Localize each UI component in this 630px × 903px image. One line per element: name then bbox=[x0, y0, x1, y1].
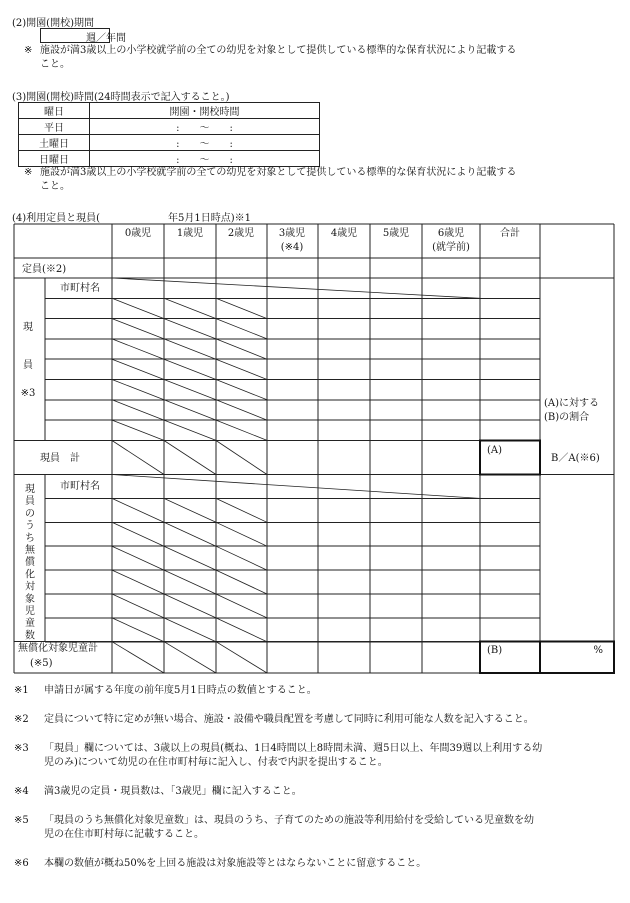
hours-time-field[interactable]: : ～ : bbox=[90, 119, 320, 135]
ratio-label: (A)に対する bbox=[544, 398, 600, 409]
cell-diagonal bbox=[216, 400, 267, 420]
row-label-free-vertical: 象 bbox=[25, 593, 35, 605]
cell-diagonal bbox=[112, 319, 164, 339]
column-header-sub: (就学前) bbox=[432, 242, 470, 253]
hours-day: 日曜日 bbox=[19, 151, 90, 167]
cell-diagonal bbox=[216, 546, 267, 570]
percent-label: % bbox=[593, 645, 603, 656]
row-label-free-vertical: ち bbox=[25, 532, 35, 544]
cell-diagonal bbox=[164, 339, 216, 359]
footnote-text: 「現員」欄については、3歳以上の現員(概ね、1日4時間以上8時間未満、週5日以上、年間39週以上利用する幼 bbox=[44, 743, 543, 754]
column-header: 5歳児 bbox=[382, 228, 410, 239]
cell-diagonal bbox=[112, 420, 164, 440]
row-label-free-vertical: 化 bbox=[25, 569, 35, 581]
cell-diagonal bbox=[216, 339, 267, 359]
section2-note-mark: ※ bbox=[24, 45, 33, 56]
hours-time-field[interactable]: : ～ : bbox=[90, 135, 320, 151]
cell-diagonal bbox=[112, 642, 164, 673]
row-label-municipality: 市町村名 bbox=[60, 283, 100, 294]
cell-diagonal bbox=[216, 380, 267, 400]
cell-diagonal bbox=[216, 420, 267, 440]
cell-diagonal bbox=[112, 400, 164, 420]
row-label-enrolled-total: 現員 計 bbox=[40, 453, 80, 464]
hours-col-day: 曜日 bbox=[19, 103, 90, 119]
section4-heading: (4)利用定員と現員( bbox=[12, 213, 101, 224]
section3-note-mark: ※ bbox=[24, 167, 33, 178]
cell-diagonal bbox=[164, 594, 216, 618]
cell-diagonal bbox=[112, 298, 164, 318]
footnote-text: 児のみ)について幼児の在住市町村毎に記入し、付表で内訳を提出すること。 bbox=[44, 757, 388, 768]
weeks-unit: 週／年間 bbox=[86, 33, 126, 44]
cell-diagonal bbox=[216, 618, 267, 642]
row-label-municipality: 市町村名 bbox=[60, 481, 100, 492]
row-label-enrolled: 現 bbox=[23, 322, 33, 333]
section2-note-line2: こと。 bbox=[40, 59, 70, 70]
row-label-free-vertical: 員 bbox=[25, 496, 35, 508]
hours-col-time: 開園・開校時間 bbox=[90, 103, 320, 119]
hours-day: 平日 bbox=[19, 119, 90, 135]
footnote-mark: ※4 bbox=[14, 786, 29, 797]
row-label-enrolled-note: ※3 bbox=[20, 388, 36, 399]
shichoson-diagonal bbox=[112, 475, 480, 499]
row-label-free-vertical: 現 bbox=[25, 484, 35, 495]
hours-day: 土曜日 bbox=[19, 135, 90, 151]
cell-diagonal bbox=[216, 570, 267, 594]
cell-diagonal bbox=[112, 570, 164, 594]
row-label-free-vertical: の bbox=[25, 508, 35, 520]
column-header: 3歳児 bbox=[278, 228, 306, 239]
cell-diagonal bbox=[164, 642, 216, 673]
total-A-label: (A) bbox=[487, 445, 503, 456]
cell-diagonal bbox=[164, 420, 216, 440]
cell-diagonal bbox=[164, 618, 216, 642]
cell-diagonal bbox=[112, 498, 164, 522]
row-label-free-vertical: う bbox=[25, 520, 35, 532]
section2-heading: (2)開園(開校)期間 bbox=[12, 18, 94, 29]
ratio-formula: B／A(※6) bbox=[551, 453, 600, 464]
row-label-capacity: 定員(※2) bbox=[22, 264, 67, 275]
cell-diagonal bbox=[164, 570, 216, 594]
cell-diagonal bbox=[216, 594, 267, 618]
hours-time-field[interactable]: : ～ : bbox=[90, 151, 320, 167]
column-header: 0歳児 bbox=[124, 228, 152, 239]
column-header: 合計 bbox=[500, 228, 520, 239]
row-label-free-vertical: 童 bbox=[25, 618, 35, 630]
cell-diagonal bbox=[112, 618, 164, 642]
cell-diagonal bbox=[216, 441, 267, 475]
footnote-text: 「現員のうち無償化対象児童数」は、現員のうち、子育てのための施設等利用給付を受給している児童数を幼 bbox=[44, 815, 534, 826]
ratio-label: (B)の割合 bbox=[544, 412, 590, 423]
row-label-enrolled: 員 bbox=[23, 360, 33, 371]
cell-diagonal bbox=[164, 380, 216, 400]
cell-diagonal bbox=[216, 642, 267, 673]
section4-heading-date: 年5月1日時点)※1 bbox=[168, 213, 251, 224]
footnote-text: 満3歳児の定員・現員数は、「3歳児」欄に記入すること。 bbox=[44, 786, 302, 797]
cell-diagonal bbox=[216, 298, 267, 318]
footnote-mark: ※3 bbox=[14, 743, 29, 754]
row-label-free-vertical: 償 bbox=[25, 557, 35, 569]
column-header: 4歳児 bbox=[330, 228, 358, 239]
cell-diagonal bbox=[112, 380, 164, 400]
footnote-mark: ※6 bbox=[14, 858, 29, 869]
cell-diagonal bbox=[112, 441, 164, 475]
row-label-free-total: 無償化対象児童計 bbox=[18, 643, 98, 654]
column-header-sub: (※4) bbox=[280, 242, 304, 253]
cell-diagonal bbox=[164, 441, 216, 475]
shichoson-diagonal bbox=[112, 278, 480, 298]
column-header: 1歳児 bbox=[176, 228, 204, 239]
row-label-free-vertical: 対 bbox=[25, 581, 35, 593]
footnote-mark: ※5 bbox=[14, 815, 29, 826]
row-label-free-vertical: 児 bbox=[25, 606, 35, 617]
cell-diagonal bbox=[164, 319, 216, 339]
cell-diagonal bbox=[164, 400, 216, 420]
column-header: 2歳児 bbox=[227, 228, 255, 239]
footnote-mark: ※1 bbox=[14, 685, 29, 696]
footnote-text: 定員について特に定めが無い場合、施設・設備や職員配置を考慮して同時に利用可能な人数を記入すること。 bbox=[44, 714, 534, 725]
cell-diagonal bbox=[112, 594, 164, 618]
footnote-mark: ※2 bbox=[14, 714, 29, 725]
row-label-free-vertical: 無 bbox=[25, 545, 35, 556]
cell-diagonal bbox=[164, 522, 216, 546]
row-label-free-vertical: 数 bbox=[25, 630, 35, 642]
section3-note-line1: 施設が満3歳以上の小学校就学前の全ての幼児を対象として提供している標準的な保育状況により記載する bbox=[40, 167, 517, 178]
section3-note-line2: こと。 bbox=[40, 181, 70, 192]
cell-diagonal bbox=[112, 359, 164, 379]
cell-diagonal bbox=[216, 359, 267, 379]
cell-diagonal bbox=[216, 522, 267, 546]
cell-diagonal bbox=[164, 498, 216, 522]
cell-diagonal bbox=[216, 319, 267, 339]
row-label-free-total-note: (※5) bbox=[30, 658, 53, 669]
cell-diagonal bbox=[164, 546, 216, 570]
total-B-label: (B) bbox=[487, 645, 503, 656]
cell-diagonal bbox=[112, 522, 164, 546]
section2-note-line1: 施設が満3歳以上の小学校就学前の全ての幼児を対象として提供している標準的な保育状況により記載する bbox=[40, 45, 517, 56]
section3-heading: (3)開園(開校)時間(24時間表示で記入すること。) bbox=[12, 92, 230, 103]
footnote-text: 申請日が属する年度の前年度5月1日時点の数値とすること。 bbox=[44, 685, 317, 696]
cell-diagonal bbox=[112, 546, 164, 570]
cell-diagonal bbox=[216, 498, 267, 522]
footnote-text: 児の在住市町村毎に記載すること。 bbox=[44, 829, 204, 840]
cell-diagonal bbox=[164, 298, 216, 318]
cell-diagonal bbox=[112, 339, 164, 359]
cell-diagonal bbox=[164, 359, 216, 379]
column-header: 6歳児 bbox=[437, 228, 465, 239]
footnote-text: 本欄の数値が概ね50%を上回る施設は対象施設等とはならないことに留意すること。 bbox=[44, 858, 427, 869]
